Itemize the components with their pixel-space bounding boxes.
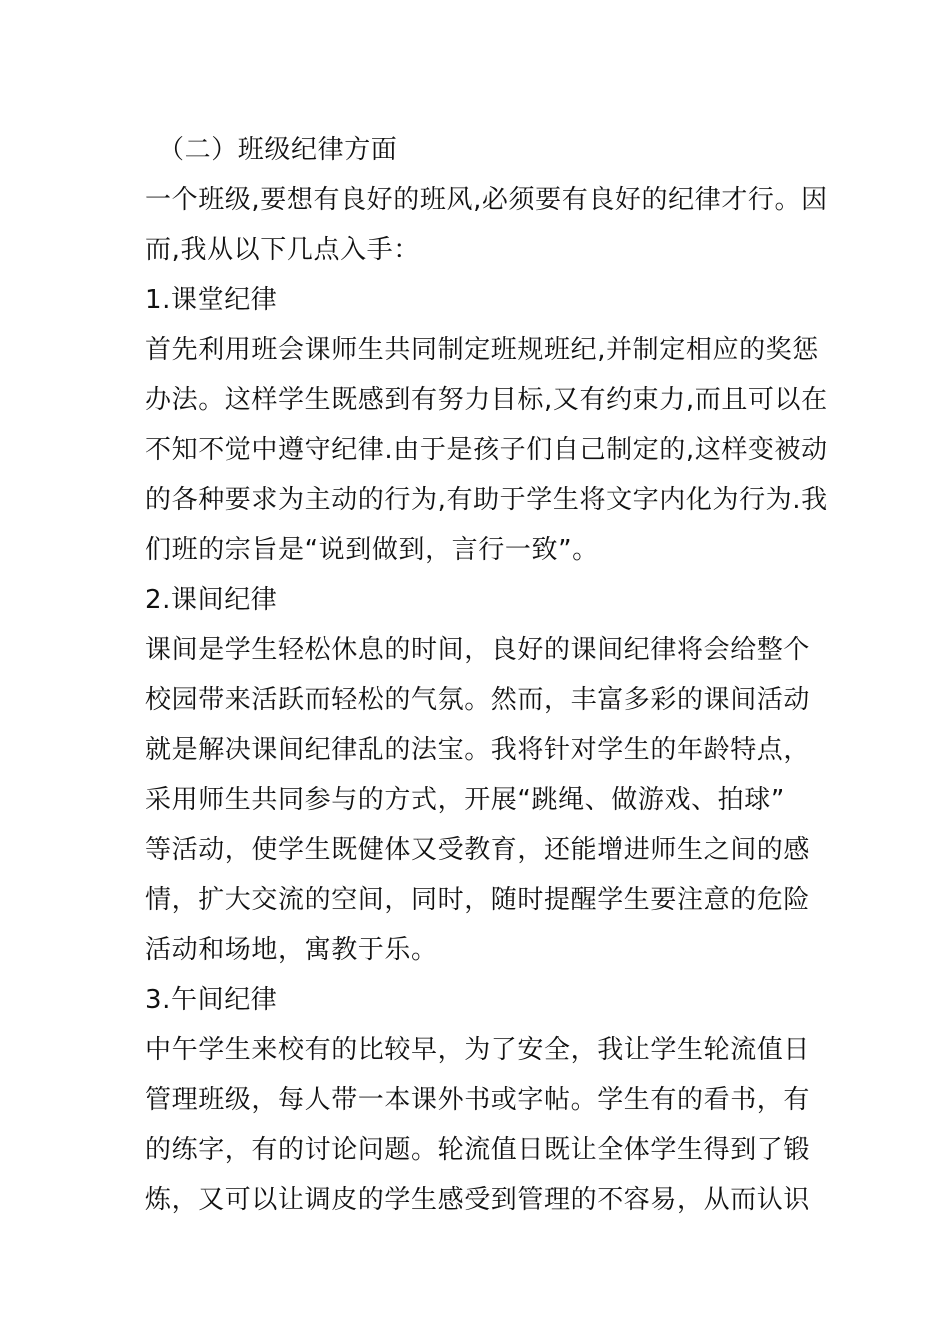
paragraph-line: 一个班级,要想有良好的班风,必须要有良好的纪律才行。因 — [145, 185, 828, 215]
paragraph-line: 管理班级，每人带一本课外书或字帖。学生有的看书，有 — [145, 1085, 811, 1115]
paragraph-line: 等活动，使学生既健体又受教育，还能增进师生之间的感 — [145, 835, 811, 865]
paragraph-line: 情，扩大交流的空间，同时，随时提醒学生要注意的危险 — [145, 885, 811, 915]
subheading-noon: 3.午间纪律 — [145, 985, 278, 1015]
subheading-classroom: 1.课堂纪律 — [145, 285, 278, 315]
paragraph-line: 不知不觉中遵守纪律.由于是孩子们自己制定的,这样变被动 — [145, 435, 828, 465]
subheading-break: 2.课间纪律 — [145, 585, 278, 615]
paragraph-line: 校园带来活跃而轻松的气氛。然而，丰富多彩的课间活动 — [145, 685, 811, 715]
paragraph-line: 的各种要求为主动的行为,有助于学生将文字内化为行为.我 — [145, 485, 828, 515]
paragraph-line: 就是解决课间纪律乱的法宝。我将针对学生的年龄特点， — [145, 735, 811, 765]
paragraph-line: 的练字，有的讨论问题。轮流值日既让全体学生得到了锻 — [145, 1135, 811, 1165]
paragraph-line: 首先利用班会课师生共同制定班规班纪,并制定相应的奖惩 — [145, 335, 819, 365]
paragraph-line: 办法。这样学生既感到有努力目标,又有约束力,而且可以在 — [145, 385, 828, 415]
paragraph-line: 而,我从以下几点入手： — [145, 235, 420, 265]
paragraph-line: 们班的宗旨是“说到做到，言行一致”。 — [145, 535, 599, 565]
paragraph-line: 采用师生共同参与的方式，开展“跳绳、做游戏、拍球” — [145, 785, 785, 815]
paragraph-line: 中午学生来校有的比较早，为了安全，我让学生轮流值日 — [145, 1035, 811, 1065]
paragraph-line: 炼，又可以让调皮的学生感受到管理的不容易，从而认识 — [145, 1185, 811, 1215]
section-heading: （二）班级纪律方面 — [158, 135, 398, 165]
paragraph-line: 课间是学生轻松休息的时间，良好的课间纪律将会给整个 — [145, 635, 811, 665]
paragraph-line: 活动和场地，寓教于乐。 — [145, 935, 438, 965]
